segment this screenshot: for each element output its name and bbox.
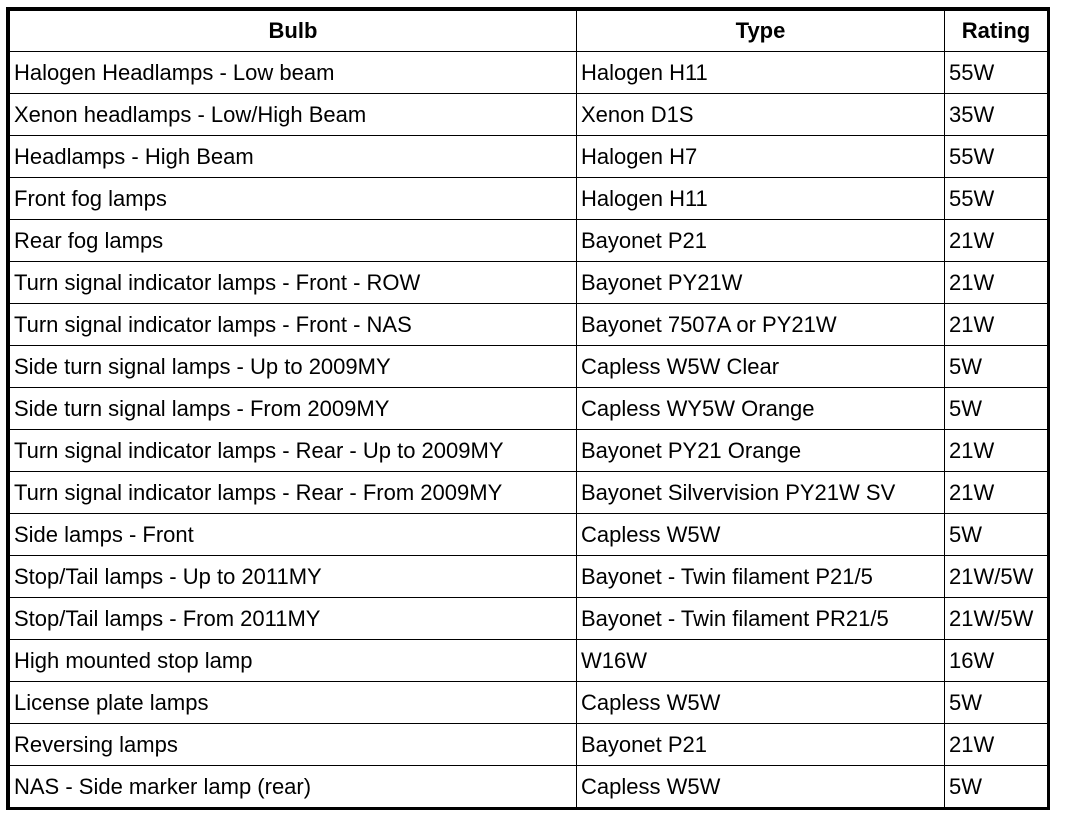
- cell-type: Capless WY5W Orange: [577, 388, 945, 430]
- cell-rating: 55W: [945, 136, 1048, 178]
- cell-type: Xenon D1S: [577, 94, 945, 136]
- header-type: Type: [577, 11, 945, 52]
- cell-bulb: NAS - Side marker lamp (rear): [10, 766, 577, 808]
- cell-bulb: Rear fog lamps: [10, 220, 577, 262]
- cell-bulb: Turn signal indicator lamps - Front - ROW: [10, 262, 577, 304]
- cell-bulb: Turn signal indicator lamps - Front - NAS: [10, 304, 577, 346]
- table-row: [10, 304, 1048, 346]
- cell-type: Halogen H11: [577, 52, 945, 94]
- cell-bulb: High mounted stop lamp: [10, 640, 577, 682]
- header-bulb: Bulb: [10, 11, 577, 52]
- cell-type: Capless W5W Clear: [577, 346, 945, 388]
- cell-rating: 55W: [945, 52, 1048, 94]
- cell-bulb: Side turn signal lamps - From 2009MY: [10, 388, 577, 430]
- table-row: [10, 388, 1048, 430]
- table-row: [10, 640, 1048, 682]
- table-row: [10, 346, 1048, 388]
- cell-type: Halogen H7: [577, 136, 945, 178]
- header-rating: Rating: [945, 11, 1048, 52]
- cell-rating: 5W: [945, 766, 1048, 808]
- cell-type: Capless W5W: [577, 514, 945, 556]
- cell-bulb: Turn signal indicator lamps - Rear - From 2009MY: [10, 472, 577, 514]
- table-row: [10, 514, 1048, 556]
- cell-rating: 5W: [945, 514, 1048, 556]
- cell-bulb: Reversing lamps: [10, 724, 577, 766]
- cell-rating: 21W/5W: [945, 598, 1048, 640]
- cell-rating: 16W: [945, 640, 1048, 682]
- cell-rating: 5W: [945, 388, 1048, 430]
- table-row: [10, 94, 1048, 136]
- cell-type: Halogen H11: [577, 178, 945, 220]
- bulb-specification-table: [9, 10, 1048, 808]
- table-row: [10, 472, 1048, 514]
- cell-rating: 5W: [945, 682, 1048, 724]
- cell-rating: 21W: [945, 472, 1048, 514]
- table-row: [10, 178, 1048, 220]
- cell-bulb: Side turn signal lamps - Up to 2009MY: [10, 346, 577, 388]
- cell-type: Capless W5W: [577, 682, 945, 724]
- cell-bulb: Front fog lamps: [10, 178, 577, 220]
- cell-bulb: Xenon headlamps - Low/High Beam: [10, 94, 577, 136]
- cell-bulb: Headlamps - High Beam: [10, 136, 577, 178]
- table-row: [10, 430, 1048, 472]
- cell-rating: 5W: [945, 346, 1048, 388]
- table-row: [10, 724, 1048, 766]
- cell-type: Bayonet PY21 Orange: [577, 430, 945, 472]
- cell-type: Bayonet - Twin filament PR21/5: [577, 598, 945, 640]
- cell-type: Capless W5W: [577, 766, 945, 808]
- table-row: [10, 766, 1048, 808]
- cell-bulb: Turn signal indicator lamps - Rear - Up to 2009MY: [10, 430, 577, 472]
- table-row: [10, 52, 1048, 94]
- table-row: [10, 220, 1048, 262]
- cell-bulb: License plate lamps: [10, 682, 577, 724]
- table-body: [10, 52, 1048, 808]
- table-row: [10, 556, 1048, 598]
- cell-rating: 21W: [945, 262, 1048, 304]
- bulb-specification-table-frame: [6, 7, 1050, 810]
- cell-rating: 21W: [945, 304, 1048, 346]
- cell-type: Bayonet Silvervision PY21W SV: [577, 472, 945, 514]
- cell-type: W16W: [577, 640, 945, 682]
- cell-rating: 35W: [945, 94, 1048, 136]
- cell-type: Bayonet - Twin filament P21/5: [577, 556, 945, 598]
- cell-rating: 21W: [945, 430, 1048, 472]
- cell-type: Bayonet 7507A or PY21W: [577, 304, 945, 346]
- table-header-row: [10, 11, 1048, 52]
- cell-rating: 21W: [945, 724, 1048, 766]
- cell-bulb: Halogen Headlamps - Low beam: [10, 52, 577, 94]
- table-row: [10, 136, 1048, 178]
- table-row: [10, 682, 1048, 724]
- cell-rating: 55W: [945, 178, 1048, 220]
- cell-bulb: Stop/Tail lamps - Up to 2011MY: [10, 556, 577, 598]
- table-row: [10, 262, 1048, 304]
- cell-bulb: Side lamps - Front: [10, 514, 577, 556]
- cell-type: Bayonet PY21W: [577, 262, 945, 304]
- cell-type: Bayonet P21: [577, 724, 945, 766]
- cell-type: Bayonet P21: [577, 220, 945, 262]
- cell-rating: 21W: [945, 220, 1048, 262]
- cell-bulb: Stop/Tail lamps - From 2011MY: [10, 598, 577, 640]
- table-row: [10, 598, 1048, 640]
- cell-rating: 21W/5W: [945, 556, 1048, 598]
